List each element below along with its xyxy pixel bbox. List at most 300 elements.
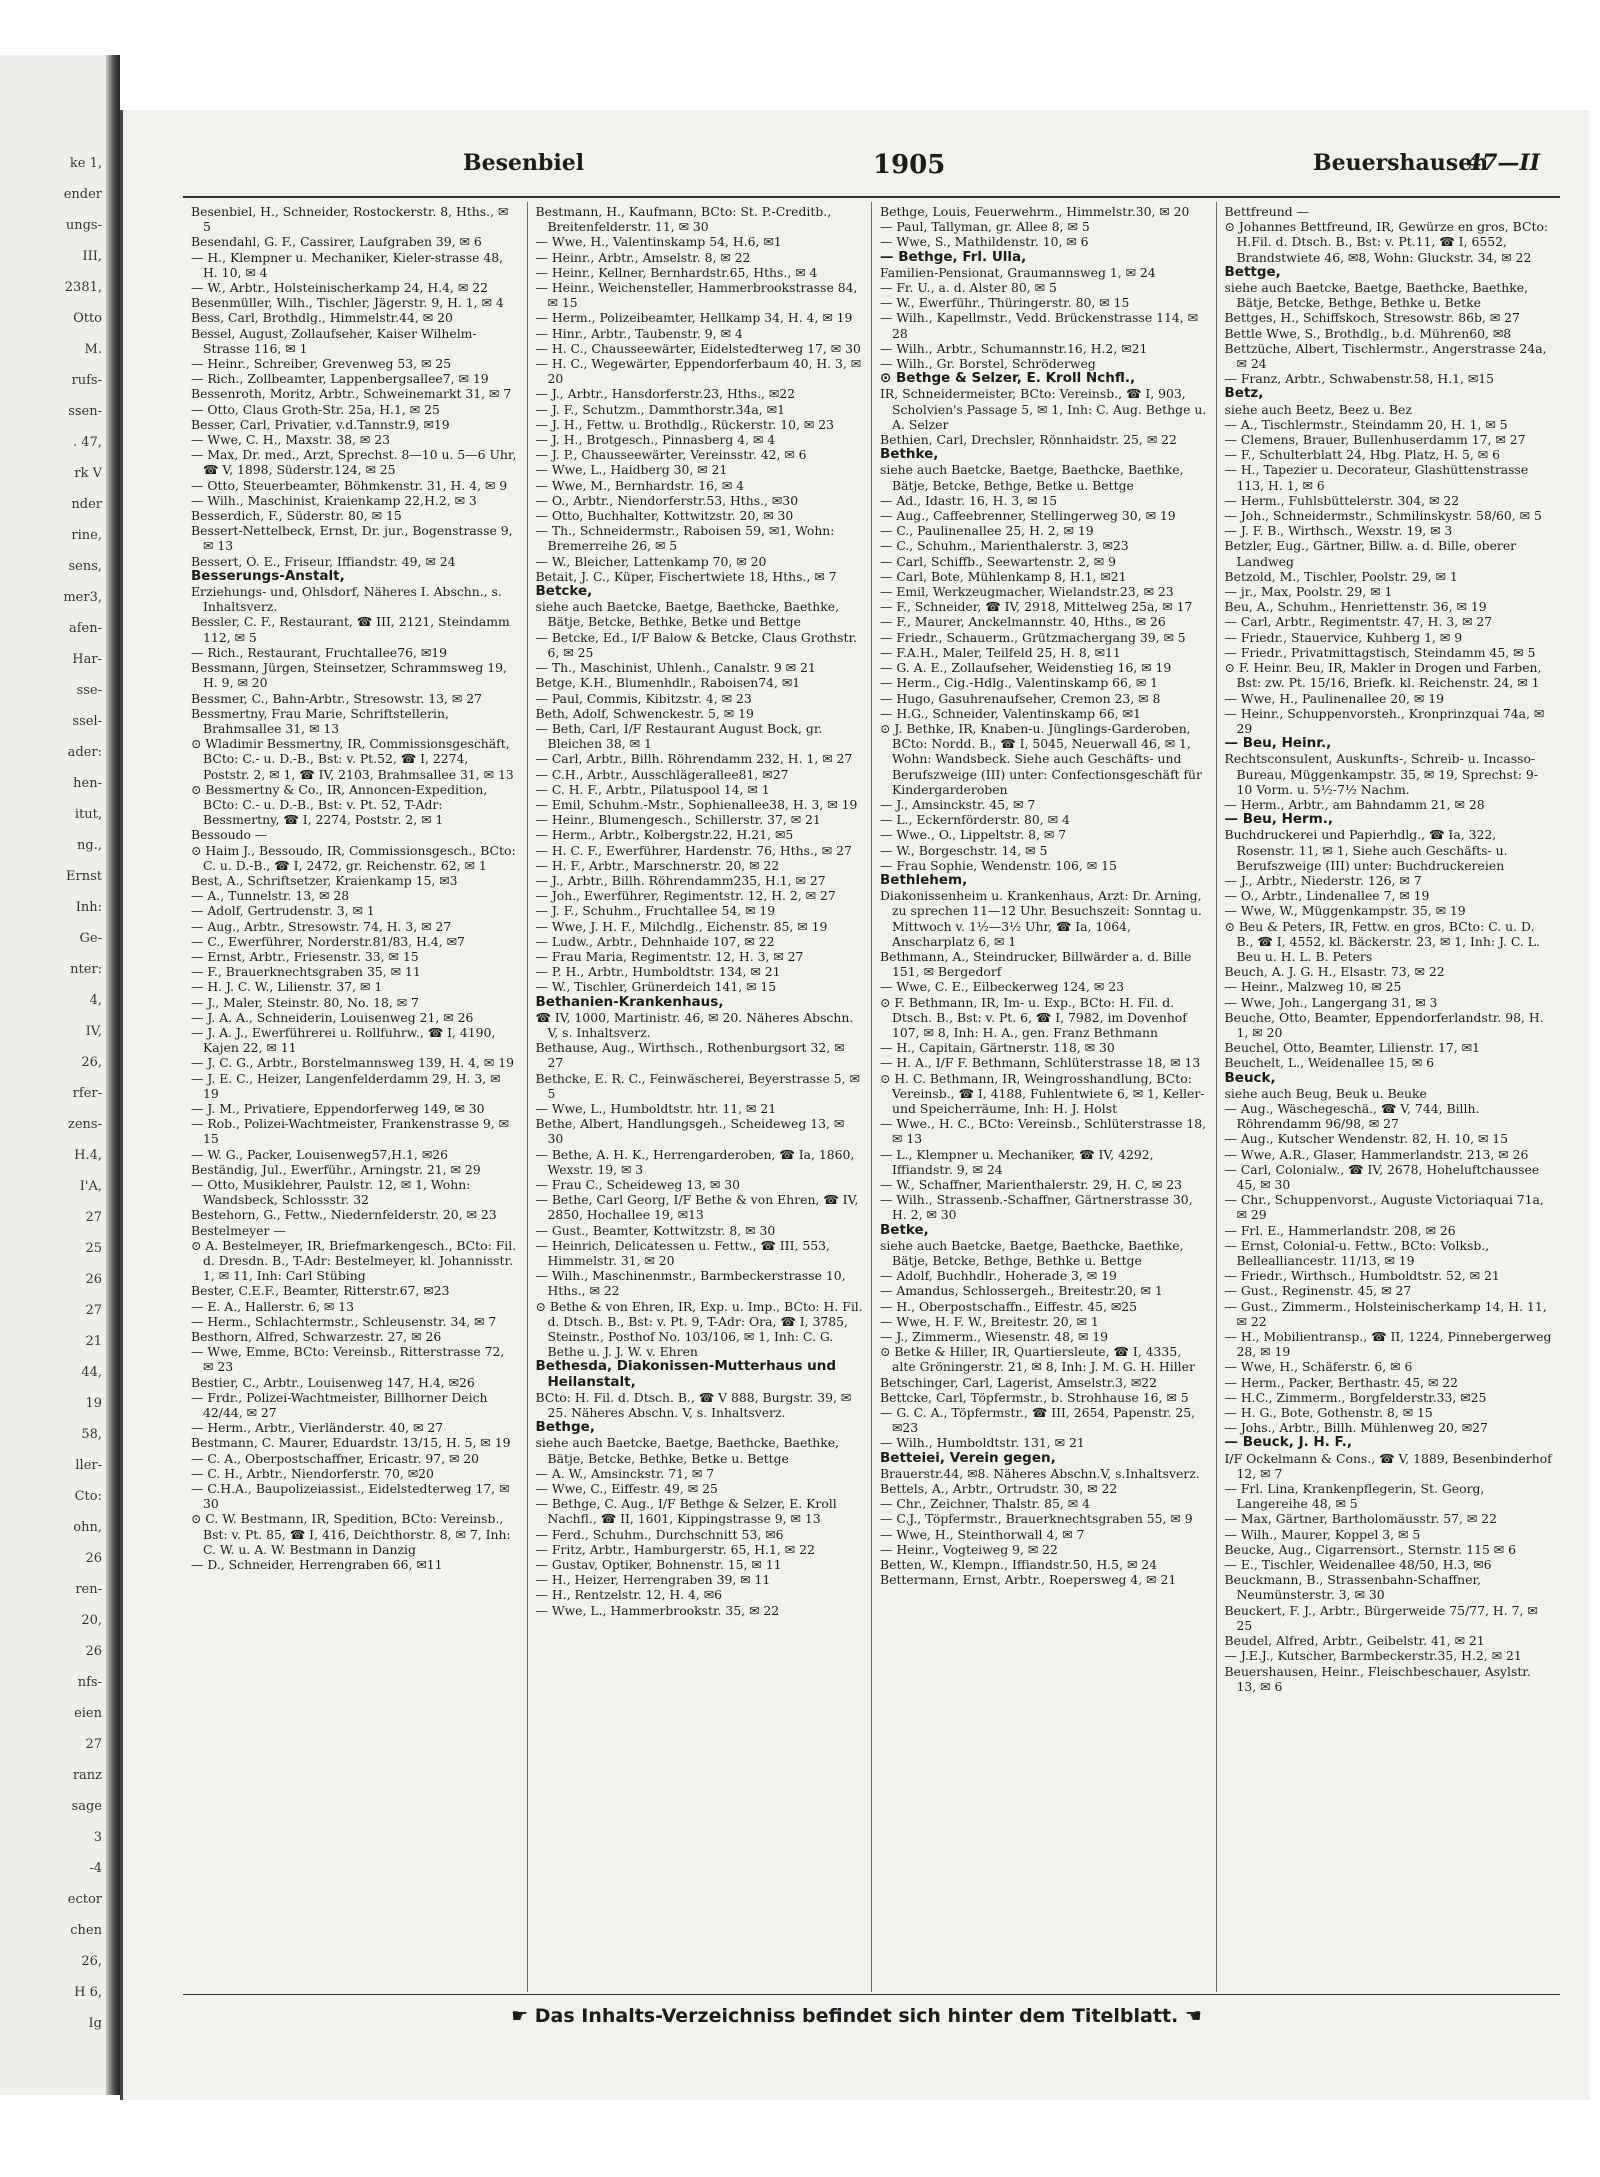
left-page-fragment: afen-	[68, 621, 102, 636]
directory-entry: — G. C. A., Töpfermstr., ☎ III, 2654, Papenstr. 25, ✉23	[880, 1405, 1196, 1436]
directory-entry: — Carl, Arbtr., Regimentstr. 47, H. 3, ✉ 27	[1224, 614, 1493, 630]
left-page-fragment: I'A,	[79, 1179, 102, 1194]
directory-entry: ⊙ F. Bethmann, IR, Im- u. Exp., BCto: H. Fil. d. Dtsch. B., Bst: v. Pt. 6, ☎ I, 7982, im Dovenhof 107, ✉ 8, Inh: H. A., gen. Franz Bethmann	[880, 994, 1187, 1040]
left-page-fragment: 3	[93, 1830, 102, 1845]
left-page-fragment: rk V	[74, 466, 102, 481]
left-page-fragment: ssen-	[68, 404, 102, 419]
directory-entry: — jr., Max, Poolstr. 29, ✉ 1	[1224, 584, 1393, 600]
directory-entry: — H. G., Bote, Gothenstr. 8, ✉ 15	[1224, 1405, 1433, 1421]
directory-entry: — Chr., Zeichner, Thalstr. 85, ✉ 4	[880, 1496, 1090, 1512]
directory-entry: — Ludw., Arbtr., Dehnhaide 107, ✉ 22	[535, 933, 775, 949]
left-page-fragment: 25	[85, 1241, 102, 1256]
entry-heading: Betcke,	[535, 583, 593, 600]
directory-entry: — Heinr., Kellner, Bernhardstr.65, Hths., ✉ 4	[535, 264, 818, 280]
directory-entry: Bethcke, E. R. C., Feinwäscherei, Beyerstrasse 5, ✉ 5	[535, 1070, 860, 1101]
directory-entry: — J.E.J., Kutscher, Barmbeckerstr.35, H.2, ✉ 21	[1224, 1648, 1522, 1664]
directory-entry: Besendahl, G. F., Cassirer, Laufgraben 39, ✉ 6	[191, 234, 482, 250]
directory-entry: — Rich., Restaurant, Fruchtallee76, ✉19	[191, 644, 448, 660]
directory-entry: — Wilh., Gr. Borstel, Schröderweg	[880, 356, 1096, 372]
directory-entry: Beuershausen, Heinr., Fleischbeschauer, Asylstr. 13, ✉ 6	[1224, 1663, 1531, 1694]
directory-entry: — Heinr., Schreiber, Grevenweg 53, ✉ 25	[191, 356, 452, 372]
directory-entry: Bestelmeyer —	[191, 1222, 286, 1238]
left-page-fragment: ranz	[72, 1768, 102, 1783]
directory-entry: Bettcke, Carl, Töpfermstr., b. Strohhause 16, ✉ 5	[880, 1389, 1189, 1405]
directory-entry: — Wwe, C. E., Eilbeckerweg 124, ✉ 23	[880, 979, 1125, 995]
directory-entry: — Wilh., Humboldtstr. 131, ✉ 21	[880, 1435, 1085, 1451]
left-page-fragment: ke 1,	[69, 156, 102, 171]
directory-entry: Bessler, C. F., Restaurant, ☎ III, 2121, Steindamm 112, ✉ 5	[191, 614, 510, 645]
directory-entry: — Gust., Reginenstr. 45, ✉ 27	[1224, 1283, 1412, 1299]
directory-entry: — Emil, Schuhm.-Mstr., Sophienallee38, H. 3, ✉ 19	[535, 796, 858, 812]
directory-entry: — Wwe, J. H. F., Milchdlg., Eichenstr. 85, ✉ 19	[535, 918, 828, 934]
directory-entry: ⊙ Johannes Bettfreund, IR, Gewürze en gros, BCto: H.Fil. d. Dtsch. B., Bst: v. Pt.11, ☎ I, 6552, Brandstwiete 46, ✉8, Wohn: Gluckstr. 34, ✉ 22	[1224, 219, 1549, 265]
directory-entry: — Frau Sophie, Wendenstr. 106, ✉ 15	[880, 857, 1117, 873]
directory-entry: — H. J. C. W., Lilienstr. 37, ✉ 1	[191, 979, 383, 995]
directory-entry: — Wilh., Arbtr., Schumannstr.16, H.2, ✉21	[880, 340, 1148, 356]
directory-page	[120, 110, 1590, 2100]
directory-entry: — P. H., Arbtr., Humboldtstr. 134, ✉ 21	[535, 964, 781, 980]
directory-entry: ⊙ Bethe & von Ehren, IR, Exp. u. Imp., BCto: H. Fil. d. Dtsch. B., Bst: v. Pt. 9, T-Adr: Ora, ☎ I, 3785, Steinstr., Posthof No. 103/106, ✉ 1, Inh: C. G. Bethe u. J. J. W. v. Ehren	[535, 1298, 863, 1360]
directory-entry: — Wilh., Maschinist, Kraienkamp 22,H.2, ✉ 3	[191, 492, 477, 508]
left-page-fragment: H.4,	[74, 1148, 102, 1163]
directory-entry: — Frau Maria, Regimentstr. 12, H. 3, ✉ 27	[535, 948, 804, 964]
directory-entry: — Herm., Arbtr., am Bahndamm 21, ✉ 28	[1224, 796, 1485, 812]
directory-entry: Betge, K.H., Blumenhdlr., Raboisen74, ✉1	[535, 675, 801, 691]
directory-entry: — Max, Dr. med., Arzt, Sprechst. 8—10 u. 5—6 Uhr, ☎ V, 1898, Süderstr.124, ✉ 25	[191, 447, 517, 478]
directory-entry: — O., Arbtr., Niendorferstr.53, Hths., ✉30	[535, 492, 799, 508]
directory-entry: Erziehungs- und, Ohlsdorf, Näheres I. Abschn., s. Inhaltsverz.	[191, 584, 502, 615]
directory-entry: — H., Klempner u. Mechaniker, Kieler-strasse 48, H. 10, ✉ 4	[191, 249, 504, 280]
left-page-fragment: itut,	[74, 807, 102, 822]
header-last-name: Beuershausen	[1313, 150, 1489, 176]
header-first-name: Besenbiel	[463, 150, 585, 176]
directory-entry: — J. H., Fettw. u. Brothdlg., Rückerstr. 10, ✉ 23	[535, 416, 835, 432]
directory-entry: Betten, W., Klempn., Iffiandstr.50, H.5, ✉ 24	[880, 1557, 1158, 1573]
directory-entry: ⊙ C. W. Bestmann, IR, Spedition, BCto: Vereinsb., Bst: v. Pt. 85, ☎ I, 416, Deichthorstr. 8, ✉ 7, Inh: C. W. u. A. W. Bestmann in Danzig	[191, 1511, 511, 1557]
left-page-fragment: 26	[85, 1644, 102, 1659]
directory-entry: siehe auch Baetcke, Baetge, Baethcke, Baethke, Bätje, Betcke, Bethge, Bethke u. Bettge	[880, 1237, 1184, 1269]
directory-entry: Betschinger, Carl, Lagerist, Amselstr.3, ✉22	[880, 1374, 1158, 1390]
directory-entry: Beständig, Jul., Ewerführ., Arningstr. 21, ✉ 29	[191, 1161, 481, 1177]
directory-entry: — Hinr., Arbtr., Taubenstr. 9, ✉ 4	[535, 325, 743, 341]
directory-entry: Diakonissenheim u. Krankenhaus, Arzt: Dr. Arning, zu sprechen 11—12 Uhr. Besuchszeit: Sonntag u. Mittwoch v. 1½—3½ Uhr, ☎ Ia, 1064, Anscharplatz 6, ✉ 1	[880, 888, 1202, 949]
directory-entry: — Paul, Commis, Kibitzstr. 4, ✉ 23	[535, 690, 752, 706]
book-gutter	[106, 55, 120, 2095]
directory-entry: — Carl, Schiffb., Seewartenstr. 2, ✉ 9	[880, 553, 1116, 569]
column-2	[528, 202, 873, 1992]
left-page-fragment: ssel-	[72, 714, 102, 729]
directory-entry: — Aug., Kutscher Wendenstr. 82, H. 10, ✉ 15	[1224, 1131, 1509, 1147]
directory-entry: Bethause, Aug., Wirthsch., Rothenburgsort 32, ✉ 27	[535, 1040, 845, 1071]
directory-entry: — Heinr., Arbtr., Amselstr. 8, ✉ 22	[535, 249, 751, 265]
directory-entry: — Beth, Carl, I/F Restaurant August Bock, gr. Bleichen 38, ✉ 1	[535, 720, 823, 752]
directory-entry: — Wwe., O., Lippeltstr. 8, ✉ 7	[880, 827, 1067, 843]
directory-entry: — Emil, Werkzeugmacher, Wielandstr.23, ✉ 23	[880, 584, 1174, 600]
directory-entry: ⊙ F. Heinr. Beu, IR, Makler in Drogen und Farben, Bst: zw. Pt. 15/16, Briefk. kl. Reichenstr. 24, ✉ 1	[1224, 660, 1542, 691]
directory-entry: — H. A., I/F F. Bethmann, Schlüterstrasse 18, ✉ 13	[880, 1055, 1201, 1071]
directory-entry: — Heinr., Weichensteller, Hammerbrookstrasse 84, ✉ 15	[535, 280, 858, 311]
directory-entry: Beuckmann, B., Strassenbahn-Schaffner, Neumünsterstr. 3, ✉ 30	[1224, 1572, 1481, 1603]
directory-entry: — Carl, Arbtr., Billh. Röhrendamm 232, H. 1, ✉ 27	[535, 751, 853, 767]
directory-entry: — Frdr., Polizei-Wachtmeister, Billhorner Deich 42/44, ✉ 27	[191, 1389, 488, 1421]
directory-entry: — A., Tischlermstr., Steindamm 20, H. 1, ✉ 5	[1224, 416, 1508, 432]
entry-heading: Bethge,	[535, 1419, 595, 1436]
left-page-fragment: M.	[84, 342, 102, 357]
left-page-fragment: . 47,	[73, 435, 102, 450]
directory-entry: — Ernst, Colonial-u. Fettw., BCto: Volksb., Bellealliancestr. 11/13, ✉ 19	[1224, 1237, 1490, 1269]
directory-entry: Beuchelt, L., Weidenallee 15, ✉ 6	[1224, 1055, 1435, 1071]
directory-entry: — J., Arbtr., Hansdorferstr.23, Hths., ✉22	[535, 386, 796, 402]
directory-entry: — Wwe, S., Mathildenstr. 10, ✉ 6	[880, 234, 1089, 250]
left-page-fragment: 27	[85, 1737, 102, 1752]
directory-entry: Bessmann, Jürgen, Steinsetzer, Schrammsweg 19, H. 9, ✉ 20	[191, 660, 507, 691]
directory-entry: Beth, Adolf, Schwenckestr. 5, ✉ 19	[535, 705, 754, 721]
directory-entry: — C., Schuhm., Marienthalerstr. 3, ✉23	[880, 538, 1129, 554]
entry-heading: Besserungs-Anstalt,	[191, 567, 345, 584]
directory-entry: — E., Tischler, Weidenallee 48/50, H.3, ✉6	[1224, 1557, 1492, 1573]
directory-entry: — H., Oberpostschaffn., Eiffestr. 45, ✉25	[880, 1298, 1138, 1314]
directory-entry: — Wwe, W., Müggenkampstr. 35, ✉ 19	[1224, 903, 1466, 919]
left-page-fragment: 27	[85, 1210, 102, 1225]
directory-entry: — Paul, Tallyman, gr. Allee 8, ✉ 5	[880, 219, 1090, 235]
directory-entry: — Joh., Ewerführer, Regimentstr. 12, H. 2, ✉ 27	[535, 888, 836, 904]
entry-heading: — Beu, Herm.,	[1224, 811, 1334, 828]
directory-entry: Betait, J. C., Küper, Fischertwiete 18, Hths., ✉ 7	[535, 568, 837, 584]
directory-entry: ⊙ Bessmertny & Co., IR, Annoncen-Expedition, BCto: C.- u. D.-B., Bst: v. Pt. 52, T-Adr: Bessmertny, ☎ I, 2274, Poststr. 2, ✉ 1	[191, 781, 488, 828]
directory-entry: — Wwe, L., Hammerbrookstr. 35, ✉ 22	[535, 1602, 780, 1618]
left-page-fragment: ren-	[75, 1582, 102, 1597]
directory-entry: Besenmüller, Wilh., Tischler, Jägerstr. 9, H. 1, ✉ 4	[191, 295, 504, 311]
directory-entry: — Aug., Arbtr., Stresowstr. 74, H. 3, ✉ 27	[191, 918, 452, 934]
directory-entry: Best, A., Schriftsetzer, Kraienkamp 15, ✉3	[191, 872, 458, 888]
column-3	[872, 202, 1217, 1992]
entry-heading: Bethesda, Diakonissen-Mutterhaus und Heilanstalt,	[535, 1358, 837, 1390]
directory-entry: ⊙ Beu & Peters, IR, Fettw. en gros, BCto: C. u. D. B., ☎ I, 4552, kl. Bäckerstr. 23, ✉ 1, Inh: J. C. L. Beu u. H. L. B. Peters	[1224, 918, 1540, 964]
directory-entry: — J., Arbtr., Niederstr. 126, ✉ 7	[1224, 872, 1422, 888]
directory-entry: Beuch, A. J. G. H., Elsastr. 73, ✉ 22	[1224, 964, 1445, 980]
left-page-fragment: 26	[85, 1551, 102, 1566]
entry-heading: Beuck,	[1224, 1069, 1276, 1086]
left-page-fragment: 19	[85, 1396, 102, 1411]
directory-entry: — H. C., Wegewärter, Eppendorferbaum 40, H. 3, ✉ 20	[535, 356, 862, 387]
directory-entry: — C.H., Arbtr., Ausschlägerallee81, ✉27	[535, 766, 789, 782]
directory-entry: Besthorn, Alfred, Schwarzestr. 27, ✉ 26	[191, 1329, 442, 1345]
directory-entry: — Wwe, H., Paulinenallee 20, ✉ 19	[1224, 690, 1445, 706]
directory-entry: — H. C., Chausseewärter, Eidelstedterweg 17, ✉ 30	[535, 340, 861, 356]
page-number: 47—II	[1466, 150, 1540, 176]
directory-entry: — Otto, Musiklehrer, Paulstr. 12, ✉ 1, Wohn: Wandsbeck, Schlossstr. 32	[191, 1177, 471, 1208]
directory-entry: Bessel, August, Zollaufseher, Kaiser Wilhelm-Strasse 116, ✉ 1	[191, 325, 477, 356]
directory-entry: — Rich., Zollbeamter, Lappenbergsallee7, ✉ 19	[191, 371, 489, 387]
directory-entry: — Bethe, A. H. K., Herrengarderoben, ☎ Ia, 1860, Wexstr. 19, ✉ 3	[535, 1146, 855, 1177]
directory-entry: siehe auch Baetcke, Baetge, Baethcke, Baethke, Bätje, Betcke, Bethge, Betke u. Bettge	[880, 462, 1184, 493]
left-page-fragment: rine,	[71, 528, 102, 543]
directory-entry: — H., Capitain, Gärtnerstr. 118, ✉ 30	[880, 1040, 1115, 1056]
directory-entry: — Aug., Wäschegeschä., ☎ V, 744, Billh. Röhrendamm 96/98, ✉ 27	[1224, 1100, 1480, 1132]
directory-entry: ☎ IV, 1000, Martinistr. 46, ✉ 20. Näheres Abschn. V, s. Inhaltsverz.	[535, 1009, 854, 1040]
directory-entry: — H.C., Zimmerm., Borgfelderstr.33, ✉25	[1224, 1389, 1487, 1405]
entry-heading: — Beu, Heinr.,	[1224, 735, 1332, 752]
directory-entry: IR, Schneidermeister, BCto: Vereinsb., ☎ I, 903, Scholvien's Passage 5, ✉ 1, Inh: C. Aug. Bethge u. A. Selzer	[880, 386, 1207, 432]
entry-heading: ⊙ Bethge & Selzer, E. Kroll Nchfl.,	[880, 370, 1136, 387]
left-page-fragment: H 6,	[74, 1985, 102, 2000]
left-page-fragment: 26	[85, 1272, 102, 1287]
directory-entry: — Heinr., Schuppenvorsteh., Kronprinzquai 74a, ✉ 29	[1224, 705, 1545, 736]
directory-entry: — J., Arbtr., Billh. Röhrendamm235, H.1, ✉ 27	[535, 872, 826, 888]
directory-entry: — J. H., Brotgesch., Pinnasberg 4, ✉ 4	[535, 432, 776, 448]
directory-entry: — J., Amsinckstr. 45, ✉ 7	[880, 796, 1036, 812]
directory-entry: — C., Ewerführer, Norderstr.81/83, H.4, ✉7	[191, 933, 465, 949]
directory-entry: — H., Rentzelstr. 12, H. 4, ✉6	[535, 1587, 723, 1603]
directory-entry: Bessert, O. E., Friseur, Iffiandstr. 49, ✉ 24	[191, 553, 456, 569]
directory-entry: Bethge, Louis, Feuerwehrm., Himmelstr.30, ✉ 20	[880, 204, 1190, 219]
directory-entry: Rechtsconsulent, Auskunfts-, Schreib- u. Incasso-Bureau, Müggenkampstr. 35, ✉ 19, Sprechst: 9-10 Vorm. u. 5½-7½ Nachm.	[1224, 751, 1539, 797]
directory-entry: — Wwe, H., Steinthorwall 4, ✉ 7	[880, 1526, 1085, 1542]
directory-entry: — Wilh., Strassenb.-Schaffner, Gärtnerstrasse 30, H. 2, ✉ 30	[880, 1192, 1193, 1223]
directory-entry: Beu, A., Schuhm., Henriettenstr. 36, ✉ 19	[1224, 599, 1487, 615]
directory-entry: — J., Maler, Steinstr. 80, No. 18, ✉ 7	[191, 994, 419, 1010]
entry-heading: Bettge,	[1224, 263, 1281, 280]
directory-entry: Brauerstr.44, ✉8. Näheres Abschn.V, s.Inhaltsverz.	[880, 1465, 1200, 1481]
left-page-fragment: rufs-	[71, 373, 102, 388]
directory-entry: — Wilh., Maurer, Koppel 3, ✉ 5	[1224, 1526, 1421, 1542]
directory-entry: — J. F. B., Wirthsch., Wexstr. 19, ✉ 3	[1224, 523, 1453, 539]
directory-entry: — Amandus, Schlossergeh., Breitestr.20, ✉ 1	[880, 1283, 1163, 1299]
directory-entry: siehe auch Beetz, Beez u. Bez	[1224, 401, 1412, 417]
directory-entry: — Ferd., Schuhm., Durchschnitt 53, ✉6	[535, 1526, 784, 1542]
directory-entry: — Max, Gärtner, Bartholomäusstr. 57, ✉ 22	[1224, 1511, 1497, 1527]
directory-entry: — Bethe, Carl Georg, I/F Bethe & von Ehren, ☎ IV, 2850, Hochallee 19, ✉13	[535, 1192, 859, 1223]
directory-entry: — H., Tapezier u. Decorateur, Glashüttenstrasse 113, H. 1, ✉ 6	[1224, 462, 1529, 493]
directory-entry: — W., Arbtr., Holsteinischerkamp 24, H.4, ✉ 22	[191, 280, 488, 296]
left-page-fragment: ender	[63, 187, 102, 202]
directory-entry: — Frl. Lina, Krankenpflegerin, St. Georg, Langereihe 48, ✉ 5	[1224, 1481, 1485, 1512]
directory-entry: — Aug., Caffeebrenner, Stellingerweg 30, ✉ 19	[880, 508, 1176, 524]
directory-entry: Bess, Carl, Brothdlg., Himmelstr.44, ✉ 20	[191, 310, 453, 326]
entry-heading: Bethlehem,	[880, 871, 968, 888]
directory-entry: — H.G., Schneider, Valentinskamp 66, ✉1	[880, 705, 1141, 721]
directory-entry: siehe auch Baetcke, Baetge, Baethcke, Baethke, Bätje, Betcke, Bethke, Betke u. Bettge	[535, 1435, 840, 1466]
directory-entry: — J. A. J., Ewerführerei u. Rollfuhrw., ☎ I, 4190, Kajen 22, ✉ 11	[191, 1024, 496, 1056]
directory-entry: — C. H., Arbtr., Niendorferstr. 70, ✉20	[191, 1465, 434, 1481]
directory-entry: Bestier, C., Arbtr., Louisenweg 147, H.4, ✉26	[191, 1374, 475, 1390]
directory-entry: Bettle Wwe, S., Brothdlg., b.d. Mühren60, ✉8	[1224, 325, 1512, 341]
left-page-fragment: -4	[89, 1861, 102, 1876]
directory-entry: — Adolf, Gertrudenstr. 3, ✉ 1	[191, 903, 375, 919]
directory-entry: siehe auch Beug, Beuk u. Beuke	[1224, 1085, 1427, 1101]
directory-entry: — C., Paulinenallee 25, H. 2, ✉ 19	[880, 523, 1094, 539]
left-page-fragment: 2381,	[64, 280, 102, 295]
directory-entry: — J. F., Schuhm., Fruchtallee 54, ✉ 19	[535, 903, 776, 919]
directory-entry: ⊙ Wladimir Bessmertny, IR, Commissionsgeschäft, BCto: C.- u. D.-B., Bst: v. Pt.52, ☎ I, 2274, Poststr. 2, ✉ 1, ☎ IV, 2103, Brahmsallee 31, ✉ 13	[191, 736, 514, 782]
directory-entry: Besenbiel, H., Schneider, Rostockerstr. 8, Hths., ✉ 5	[191, 204, 509, 235]
directory-entry: Bethien, Carl, Drechsler, Rönnhaidstr. 25, ✉ 22	[880, 432, 1177, 448]
left-page-fragment: rfer-	[72, 1086, 102, 1101]
left-page-fragment: III,	[82, 249, 102, 264]
column-1	[183, 202, 528, 1992]
directory-entry: — Betcke, Ed., I/F Balow & Betcke, Claus Grothstr. 6, ✉ 25	[535, 629, 857, 660]
directory-entry: — J. A. A., Schneiderin, Louisenweg 21, ✉ 26	[191, 1009, 474, 1025]
directory-entry: — Franz, Arbtr., Schwabenstr.58, H.1, ✉15	[1224, 371, 1495, 387]
directory-entry: — Chr., Schuppenvorst., Auguste Victoriaquai 71a, ✉ 29	[1224, 1192, 1544, 1223]
directory-entry: — J. F., Schutzm., Dammthorstr.34a, ✉1	[535, 401, 785, 417]
directory-entry: — L., Eckernförderstr. 80, ✉ 4	[880, 812, 1070, 828]
directory-entry: — Wwe, H., Schäferstr. 6, ✉ 6	[1224, 1359, 1413, 1375]
previous-page-edge	[0, 55, 120, 2095]
left-page-fragment: Ernst	[66, 869, 102, 884]
directory-entry: — F., Schulterblatt 24, Hbg. Platz, H. 5, ✉ 6	[1224, 447, 1500, 463]
directory-entry: Bessmertny, Frau Marie, Schriftstellerin, Brahmsallee 31, ✉ 13	[191, 705, 449, 736]
left-page-fragment: ector	[67, 1892, 102, 1907]
directory-entry: — Bethge, C. Aug., I/F Bethge & Selzer, E. Kroll Nachfl., ☎ II, 1601, Kippingstrasse 9, ✉ 13	[535, 1496, 837, 1527]
directory-entry: Bessmer, C., Bahn-Arbtr., Stresowstr. 13, ✉ 27	[191, 690, 482, 706]
directory-entry: Bessert-Nettelbeck, Ernst, Dr. jur., Bogenstrasse 9, ✉ 13	[191, 523, 513, 554]
directory-entry: — Carl, Bote, Mühlenkamp 8, H.1, ✉21	[880, 568, 1127, 584]
entry-heading: — Bethge, Frl. Ulla,	[880, 248, 1027, 265]
directory-entry: — Ernst, Arbtr., Friesenstr. 33, ✉ 15	[191, 948, 419, 964]
left-page-fragment: 26,	[81, 1055, 102, 1070]
directory-entry: Familien-Pensionat, Graumannsweg 1, ✉ 24	[880, 264, 1156, 280]
directory-entry: ⊙ Betke & Hiller, IR, Quartiersleute, ☎ I, 4335, alte Gröningerstr. 21, ✉ 8, Inh: J. M. G. H. Hiller	[880, 1344, 1195, 1375]
directory-entry: — Wilh., Kapellmstr., Vedd. Brückenstrasse 114, ✉ 28	[880, 310, 1199, 341]
directory-entry: — Friedr., Schauerm., Grützmachergang 39, ✉ 5	[880, 629, 1186, 645]
directory-entry: — Herm., Arbtr., Kolbergstr.22, H.21, ✉5	[535, 827, 794, 843]
directory-entry: — W., Borgeschstr. 14, ✉ 5	[880, 842, 1048, 858]
left-page-fragment: eien	[74, 1706, 102, 1721]
directory-entry: — J., Zimmerm., Wiesenstr. 48, ✉ 19	[880, 1329, 1109, 1345]
left-page-fragment: mer3,	[63, 590, 102, 605]
left-page-fragment: ungs-	[65, 218, 102, 233]
directory-entry: Betzold, M., Tischler, Poolstr. 29, ✉ 1	[1224, 568, 1458, 584]
directory-entry: Bethmann, A., Steindrucker, Billwärder a. d. Bille 151, ✉ Bergedorf	[880, 948, 1192, 980]
directory-entry: — Herm., Fuhlsbüttelerstr. 304, ✉ 22	[1224, 492, 1460, 508]
directory-entry: — Gust., Zimmerm., Holsteinischerkamp 14, H. 11, ✉ 22	[1224, 1298, 1547, 1329]
page-header	[183, 150, 1570, 186]
directory-entry: Besserdich, F., Süderstr. 80, ✉ 15	[191, 508, 402, 524]
left-page-fragment: 58,	[81, 1427, 102, 1442]
left-page-fragment: Ge-	[79, 931, 102, 946]
column-4	[1217, 202, 1561, 1992]
left-page-fragment: 4,	[89, 993, 102, 1008]
directory-entry: — Carl, Colonialw., ☎ IV, 2678, Hoheluftchaussee 45, ✉ 30	[1224, 1161, 1540, 1192]
directory-entry: — J. C. G., Arbtr., Borstelmannsweg 139, H. 4, ✉ 19	[191, 1055, 515, 1071]
left-page-fragment: 21	[85, 1334, 102, 1349]
columns	[183, 202, 1560, 1992]
directory-entry: — A. W., Amsinckstr. 71, ✉ 7	[535, 1465, 715, 1481]
directory-entry: — A., Tunnelstr. 13, ✉ 28	[191, 888, 350, 904]
header-rule	[183, 196, 1560, 198]
left-page-fragment: Ig	[88, 2016, 102, 2031]
directory-entry: — Wilh., Maschinenmstr., Barmbeckerstrasse 10, Hths., ✉ 22	[535, 1268, 846, 1299]
directory-entry: — O., Arbtr., Lindenallee 7, ✉ 19	[1224, 888, 1430, 904]
directory-entry: — Wwe, Emme, BCto: Vereinsb., Ritterstrasse 72, ✉ 23	[191, 1344, 505, 1375]
left-page-fragment: chen	[70, 1923, 102, 1938]
directory-entry: ⊙ H. C. Bethmann, IR, Weingrosshandlung, BCto: Vereinsb., ☎ I, 4188, Fuhlentwiete 6, ✉ 1, Keller- und Speicherräume, Inh: H. J. Holst	[880, 1070, 1205, 1116]
directory-entry: Bessenroth, Moritz, Arbtr., Schweinemarkt 31, ✉ 7	[191, 386, 512, 402]
directory-entry: — Herm., Packer, Berthastr. 45, ✉ 22	[1224, 1374, 1459, 1390]
directory-entry: — Wwe, L., Haidberg 30, ✉ 21	[535, 462, 728, 478]
directory-entry: — H. C. F., Ewerführer, Hardenstr. 76, Hths., ✉ 27	[535, 842, 852, 858]
directory-entry: Beuche, Otto, Beamter, Eppendorferlandstr. 98, H. 1, ✉ 20	[1224, 1009, 1544, 1040]
left-page-fragment: ng.,	[77, 838, 102, 853]
directory-entry: — Wwe, H. F. W., Breitestr. 20, ✉ 1	[880, 1313, 1099, 1329]
directory-entry: ⊙ A. Bestelmeyer, IR, Briefmarkengesch., BCto: Fil. d. Dresdn. B., T-Adr: Bestelmeyer, kl. Johannisstr. 1, ✉ 11, Inh: Carl Stübing	[191, 1237, 517, 1284]
directory-entry: — Heinr., Malzweg 10, ✉ 25	[1224, 979, 1402, 995]
directory-entry: — Otto, Buchhalter, Kottwitzstr. 20, ✉ 30	[535, 508, 794, 524]
directory-entry: — Heinrich, Delicatessen u. Fettw., ☎ III, 553, Himmelstr. 31, ✉ 20	[535, 1237, 830, 1269]
left-page-fragment: 27	[85, 1303, 102, 1318]
directory-entry: I/F Ockelmann & Cons., ☎ V, 1889, Besenbinderhof 12, ✉ 7	[1224, 1450, 1552, 1481]
directory-entry: Betzler, Eug., Gärtner, Billw. a. d. Bille, oberer Landweg	[1224, 538, 1517, 569]
directory-entry: — D., Schneider, Herrengraben 66, ✉11	[191, 1557, 443, 1573]
entry-heading: — Beuck, J. H. F.,	[1224, 1434, 1353, 1451]
directory-entry: Beuckert, F. J., Arbtr., Bürgerweide 75/77, H. 7, ✉ 25	[1224, 1602, 1538, 1633]
left-page-fragment: hen-	[73, 776, 102, 791]
directory-entry: — Herm., Schlachtermstr., Schleusenstr. 34, ✉ 7	[191, 1313, 497, 1329]
directory-entry: Bettfreund —	[1224, 204, 1309, 219]
directory-entry: BCto: H. Fil. d. Dtsch. B., ☎ V 888, Burgstr. 39, ✉ 25. Näheres Abschn. V, s. Inhaltsverz.	[535, 1389, 852, 1421]
directory-entry: — Frl. E., Hammerlandstr. 208, ✉ 26	[1224, 1222, 1456, 1238]
directory-entry: — Adolf, Buchhdlr., Hoherade 3, ✉ 19	[880, 1268, 1117, 1284]
directory-entry: — H., Heizer, Herrengraben 39, ✉ 11	[535, 1572, 771, 1588]
directory-entry: Beudel, Alfred, Arbtr., Geibelstr. 41, ✉ 21	[1224, 1633, 1485, 1649]
directory-entry: — W., Schaffner, Marienthalerstr. 29, H. C, ✉ 23	[880, 1177, 1183, 1192]
directory-entry: Bettges, H., Schiffskoch, Stresowstr. 86b, ✉ 27	[1224, 310, 1520, 326]
directory-entry: — Gustav, Optiker, Bohnenstr. 15, ✉ 11	[535, 1557, 782, 1573]
directory-entry: — Otto, Claus Groth-Str. 25a, H.1, ✉ 25	[191, 401, 440, 417]
directory-entry: — C. A., Oberpostschaffner, Ericastr. 97, ✉ 20	[191, 1450, 480, 1466]
entry-heading: Betz,	[1224, 385, 1264, 402]
directory-entry: — Wwe, Joh., Langergang 31, ✉ 3	[1224, 994, 1438, 1010]
directory-entry: — Otto, Steuerbeamter, Böhmkenstr. 31, H. 4, ✉ 9	[191, 477, 508, 493]
directory-entry: ⊙ J. Bethke, IR, Knaben-u. Jünglings-Garderoben, BCto: Nordd. B., ☎ I, 5045, Neuerwall 46, ✉ 1, Wohn: Wandsbeck. Siehe auch Geschäfts- und Berufszweige (III) unter: Confectionsgeschäft für Kindergarderoben	[880, 720, 1202, 797]
left-page-fragment: nder	[71, 497, 102, 512]
directory-entry: — J. M., Privatiere, Eppendorferweg 149, ✉ 30	[191, 1100, 485, 1116]
directory-entry: Bester, C.E.F., Beamter, Ritterstr.67, ✉23	[191, 1283, 450, 1299]
left-page-fragment: Inh:	[75, 900, 102, 915]
directory-entry: — Fritz, Arbtr., Hamburgerstr. 65, H.1, ✉ 22	[535, 1541, 815, 1557]
directory-entry: — Herm., Arbtr., Vierländerstr. 40, ✉ 27	[191, 1420, 444, 1436]
directory-entry: — Rob., Polizei-Wachtmeister, Frankenstrasse 9, ✉ 15	[191, 1116, 510, 1147]
directory-entry: — Heinr., Vogteiweg 9, ✉ 22	[880, 1541, 1058, 1557]
entry-heading: Betke,	[880, 1221, 929, 1238]
directory-entry: — L., Klempner u. Mechaniker, ☎ IV, 4292, Iffiandstr. 9, ✉ 24	[880, 1146, 1154, 1177]
directory-entry: Bestmann, C. Maurer, Eduardstr. 13/15, H. 5, ✉ 19	[191, 1435, 511, 1451]
left-page-fragment: ader:	[67, 745, 102, 760]
directory-entry: — Wwe., H. C., BCto: Vereinsb., Schlüterstrasse 18, ✉ 13	[880, 1116, 1207, 1147]
directory-entry: — Frau C., Scheideweg 13, ✉ 30	[535, 1177, 741, 1192]
left-page-fragment: Otto	[73, 311, 102, 326]
directory-entry: — C.J., Töpfermstr., Brauerknechtsgraben 55, ✉ 9	[880, 1511, 1193, 1527]
directory-entry: — F.A.H., Maler, Teilfeld 25, H. 8, ✉11	[880, 644, 1121, 660]
left-page-fragment: sage	[71, 1799, 102, 1814]
directory-entry: — Wwe, M., Bernhardstr. 16, ✉ 4	[535, 477, 745, 493]
directory-entry: — Clemens, Brauer, Bullenhuserdamm 17, ✉ 27	[1224, 432, 1526, 448]
directory-entry: — W., Tischler, Grünerdeich 141, ✉ 15	[535, 979, 777, 995]
left-page-fragment: IV,	[85, 1024, 102, 1039]
left-page-fragment: nter:	[70, 962, 102, 977]
directory-entry: siehe auch Baetcke, Baetge, Baethcke, Baethke, Bätje, Betcke, Bethke, Betke und Bettge	[535, 599, 840, 630]
directory-entry: — G. A. E., Zollaufseher, Weidenstieg 16, ✉ 19	[880, 660, 1172, 676]
directory-entry: — E. A., Hallerstr. 6, ✉ 13	[191, 1298, 355, 1314]
directory-entry: — Hugo, Gasuhrenaufseher, Cremon 23, ✉ 8	[880, 690, 1161, 706]
directory-entry: Bettels, A., Arbtr., Ortrudstr. 30, ✉ 22	[880, 1481, 1118, 1497]
left-page-fragment: Cto:	[74, 1489, 102, 1504]
directory-entry: — F., Schneider, ☎ IV, 2918, Mittelweg 25a, ✉ 17	[880, 599, 1193, 615]
left-page-fragment: 26,	[81, 1954, 102, 1969]
directory-entry: — Joh., Schneidermstr., Schmilinskystr. 58/60, ✉ 5	[1224, 508, 1542, 524]
directory-entry: — Herm., Polizeibeamter, Hellkamp 34, H. 4, ✉ 19	[535, 310, 853, 326]
